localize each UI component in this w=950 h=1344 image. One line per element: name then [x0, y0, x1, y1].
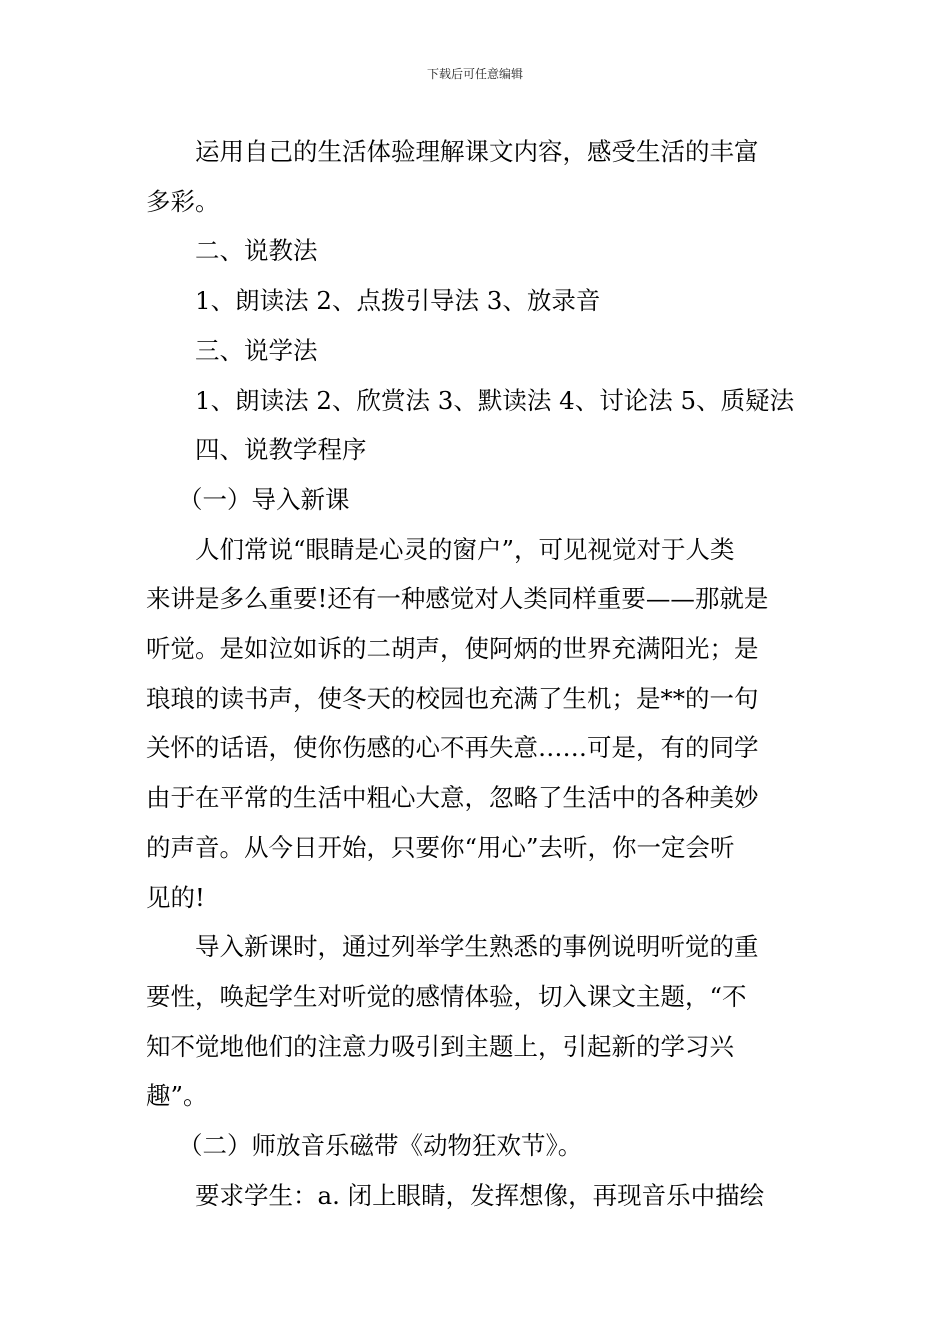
- section-heading: 二、说教法: [195, 236, 318, 266]
- paragraph-line: 知不觉地他们的注意力吸引到主题上，引起新的学习兴: [146, 1031, 734, 1061]
- page-header: 下载后可任意编辑: [426, 67, 523, 81]
- paragraph-line: 见的!: [146, 882, 205, 912]
- paragraph-line: 1、朗读法 2、欣赏法 3、默读法 4、讨论法 5、质疑法: [195, 385, 795, 415]
- paragraph-line: 多彩。: [146, 186, 220, 216]
- paragraph-line: 导入新课时，通过列举学生熟悉的事例说明听觉的重: [195, 932, 759, 962]
- section-heading: 三、说学法: [195, 335, 318, 365]
- subsection-heading: （一）导入新课: [178, 484, 350, 514]
- section-heading: 四、说教学程序: [195, 435, 367, 465]
- paragraph-line: 琅琅的读书声，使冬天的校园也充满了生机；是**的一句: [146, 683, 759, 713]
- paragraph-line: 人们常说“眼睛是心灵的窗户”，可见视觉对于人类: [195, 534, 735, 564]
- paragraph-line: 要性，唤起学生对听觉的感情体验，切入课文主题，“不: [146, 981, 747, 1011]
- paragraph-line: 趣”。: [146, 1081, 208, 1111]
- paragraph-line: 要求学生：a. 闭上眼睛，发挥想像，再现音乐中描绘: [195, 1180, 765, 1210]
- paragraph-line: 由于在平常的生活中粗心大意，忽略了生活中的各种美妙: [146, 783, 759, 813]
- paragraph-line: 关怀的话语，使你伤感的心不再失意……可是，有的同学: [146, 733, 759, 763]
- subsection-heading: （二）师放音乐磁带《动物狂欢节》。: [178, 1131, 583, 1161]
- paragraph-line: 1、朗读法 2、点拨引导法 3、放录音: [195, 286, 601, 316]
- document-body: [146, 127, 810, 1220]
- paragraph-line: 运用自己的生活体验理解课文内容，感受生活的丰富: [195, 137, 759, 166]
- paragraph-line: 听觉。是如泣如诉的二胡声，使阿炳的世界充满阳光；是: [146, 634, 759, 664]
- paragraph-line: 的声音。从今日开始，只要你“用心”去听，你一定会听: [146, 832, 735, 862]
- paragraph-line: 来讲是多么重要!还有一种感觉对人类同样重要——那就是: [146, 584, 769, 614]
